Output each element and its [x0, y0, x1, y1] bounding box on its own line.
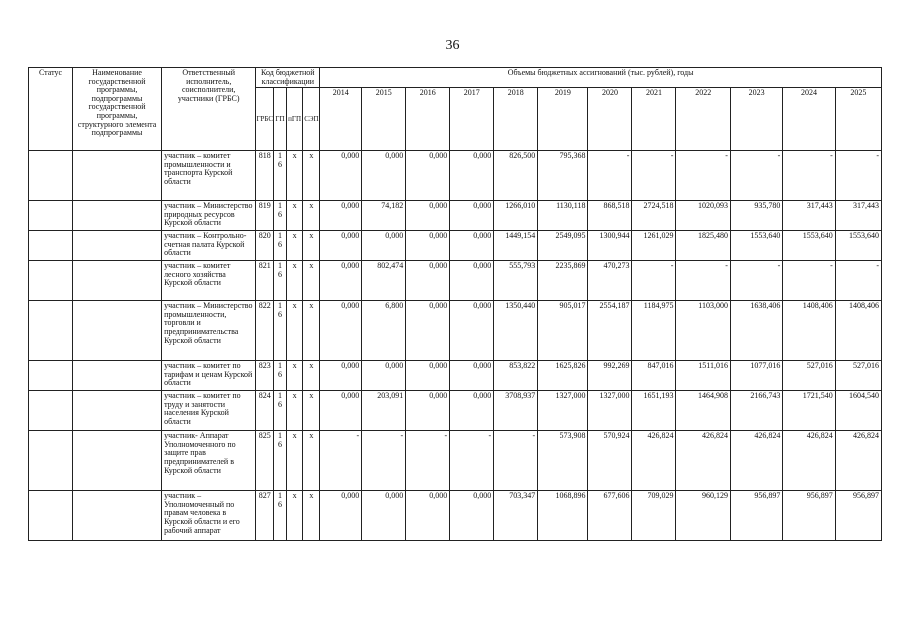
table-row [29, 431, 882, 491]
value-cell: 1625,826 [538, 361, 588, 391]
sep-cell: х [303, 491, 320, 541]
name-cell [73, 391, 162, 431]
pgp-cell: х [286, 431, 303, 491]
value-cell: 0,000 [320, 201, 362, 231]
value-cell: 3708,937 [494, 391, 538, 431]
sep-cell: х [303, 231, 320, 261]
value-cell: 0,000 [320, 231, 362, 261]
value-cell: 1184,975 [632, 301, 676, 361]
name-cell [73, 201, 162, 231]
participant-cell: участник – Уполномоченный по правам человека в Курской области и его рабочий аппарат [162, 491, 256, 541]
value-cell: 0,000 [406, 361, 450, 391]
header-code-gp: ГП [274, 88, 287, 151]
value-cell: 2166,743 [730, 391, 782, 431]
table-body [29, 151, 882, 541]
header-responsible: Ответственный исполнитель, соисполнители, участники (ГРБС) [162, 68, 256, 151]
value-cell: 0,000 [406, 151, 450, 201]
sep-cell: х [303, 431, 320, 491]
value-cell: 6,800 [362, 301, 406, 361]
value-cell: 847,016 [632, 361, 676, 391]
gp-cell: 16 [274, 391, 287, 431]
status-cell [29, 231, 73, 261]
pgp-cell: х [286, 201, 303, 231]
header-budget-code: Код бюджетной классификации [256, 68, 320, 88]
value-cell: - [632, 151, 676, 201]
header-year: 2021 [632, 88, 676, 151]
value-cell: 0,000 [406, 231, 450, 261]
table-row [29, 201, 882, 231]
header-year: 2020 [588, 88, 632, 151]
status-cell [29, 301, 73, 361]
table-row [29, 231, 882, 261]
header-status: Статус [29, 68, 73, 151]
participant-cell: участник – Министерство промышленности, торговли и предпринимательства Курской области [162, 301, 256, 361]
value-cell: - [730, 261, 782, 301]
value-cell: 853,822 [494, 361, 538, 391]
grbs-cell: 823 [256, 361, 274, 391]
value-cell: 1604,540 [835, 391, 881, 431]
grbs-cell: 824 [256, 391, 274, 431]
header-volumes: Объемы бюджетных ассигнований (тыс. рублей), годы [320, 68, 882, 88]
value-cell: 1825,480 [676, 231, 730, 261]
value-cell: 1721,540 [783, 391, 835, 431]
value-cell: 1130,118 [538, 201, 588, 231]
table-row [29, 491, 882, 541]
value-cell: 0,000 [320, 151, 362, 201]
value-cell: - [835, 151, 881, 201]
name-cell [73, 261, 162, 301]
value-cell: 1638,406 [730, 301, 782, 361]
value-cell: 0,000 [362, 491, 406, 541]
value-cell: 1327,000 [588, 391, 632, 431]
value-cell: 0,000 [450, 201, 494, 231]
value-cell: 527,016 [783, 361, 835, 391]
value-cell: 1464,908 [676, 391, 730, 431]
value-cell: - [783, 151, 835, 201]
value-cell: 1449,154 [494, 231, 538, 261]
value-cell: 905,017 [538, 301, 588, 361]
value-cell: - [320, 431, 362, 491]
gp-cell: 16 [274, 361, 287, 391]
sep-cell: х [303, 201, 320, 231]
header-year: 2017 [450, 88, 494, 151]
value-cell: - [588, 151, 632, 201]
grbs-cell: 827 [256, 491, 274, 541]
name-cell [73, 361, 162, 391]
value-cell: 0,000 [320, 391, 362, 431]
value-cell: 470,273 [588, 261, 632, 301]
grbs-cell: 819 [256, 201, 274, 231]
header-year: 2019 [538, 88, 588, 151]
value-cell: 1511,016 [676, 361, 730, 391]
value-cell: 1408,406 [783, 301, 835, 361]
sep-cell: х [303, 151, 320, 201]
status-cell [29, 261, 73, 301]
value-cell: 1553,640 [835, 231, 881, 261]
value-cell: 0,000 [450, 151, 494, 201]
value-cell: 0,000 [450, 231, 494, 261]
value-cell: 74,182 [362, 201, 406, 231]
pgp-cell: х [286, 261, 303, 301]
value-cell: 956,897 [730, 491, 782, 541]
value-cell: 1651,193 [632, 391, 676, 431]
value-cell: 573,908 [538, 431, 588, 491]
table-row [29, 301, 882, 361]
value-cell: 0,000 [450, 361, 494, 391]
value-cell: 570,924 [588, 431, 632, 491]
value-cell: 0,000 [320, 361, 362, 391]
value-cell: 527,016 [835, 361, 881, 391]
status-cell [29, 431, 73, 491]
grbs-cell: 825 [256, 431, 274, 491]
value-cell: 677,606 [588, 491, 632, 541]
name-cell [73, 431, 162, 491]
sep-cell: х [303, 391, 320, 431]
value-cell: 1077,016 [730, 361, 782, 391]
value-cell: 426,824 [730, 431, 782, 491]
value-cell: 0,000 [450, 301, 494, 361]
header-code-pgp: пГП [286, 88, 303, 151]
value-cell: 317,443 [835, 201, 881, 231]
value-cell: 826,500 [494, 151, 538, 201]
value-cell: 935,780 [730, 201, 782, 231]
grbs-cell: 822 [256, 301, 274, 361]
status-cell [29, 391, 73, 431]
pgp-cell: х [286, 301, 303, 361]
value-cell: 956,897 [835, 491, 881, 541]
status-cell [29, 151, 73, 201]
participant-cell: участник – комитет по тарифам и ценам Курской области [162, 361, 256, 391]
value-cell: 956,897 [783, 491, 835, 541]
pgp-cell: х [286, 361, 303, 391]
value-cell: 0,000 [320, 301, 362, 361]
value-cell: 1350,440 [494, 301, 538, 361]
value-cell: 1266,010 [494, 201, 538, 231]
value-cell: - [676, 151, 730, 201]
value-cell: 1553,640 [730, 231, 782, 261]
value-cell: 203,091 [362, 391, 406, 431]
value-cell: - [632, 261, 676, 301]
sep-cell: х [303, 261, 320, 301]
value-cell: 1553,640 [783, 231, 835, 261]
value-cell: - [450, 431, 494, 491]
value-cell: - [676, 261, 730, 301]
pgp-cell: х [286, 231, 303, 261]
status-cell [29, 361, 73, 391]
value-cell: - [406, 431, 450, 491]
value-cell: 1068,896 [538, 491, 588, 541]
value-cell: 2549,095 [538, 231, 588, 261]
header-code-sep: СЭП [303, 88, 320, 151]
header-year: 2025 [835, 88, 881, 151]
value-cell: 0,000 [320, 491, 362, 541]
value-cell: 0,000 [362, 231, 406, 261]
table-row [29, 391, 882, 431]
value-cell: 426,824 [835, 431, 881, 491]
value-cell: 317,443 [783, 201, 835, 231]
value-cell: 2724,518 [632, 201, 676, 231]
value-cell: 426,824 [783, 431, 835, 491]
value-cell: 555,793 [494, 261, 538, 301]
value-cell: 1261,029 [632, 231, 676, 261]
value-cell: 802,474 [362, 261, 406, 301]
value-cell: 1103,000 [676, 301, 730, 361]
value-cell: - [730, 151, 782, 201]
value-cell: 2235,869 [538, 261, 588, 301]
value-cell: 795,368 [538, 151, 588, 201]
value-cell: 1020,093 [676, 201, 730, 231]
name-cell [73, 231, 162, 261]
status-cell [29, 201, 73, 231]
value-cell: 0,000 [406, 261, 450, 301]
header-year: 2016 [406, 88, 450, 151]
gp-cell: 16 [274, 261, 287, 301]
gp-cell: 16 [274, 151, 287, 201]
value-cell: 426,824 [632, 431, 676, 491]
grbs-cell: 820 [256, 231, 274, 261]
sep-cell: х [303, 301, 320, 361]
value-cell: 1408,406 [835, 301, 881, 361]
participant-cell: участник – Министерство природных ресурсов Курской области [162, 201, 256, 231]
name-cell [73, 491, 162, 541]
header-year: 2022 [676, 88, 730, 151]
value-cell: - [494, 431, 538, 491]
value-cell: 0,000 [406, 491, 450, 541]
participant-cell: участник – комитет по труду и занятости населения Курской области [162, 391, 256, 431]
name-cell [73, 151, 162, 201]
header-code-grbs: ГРБС [256, 88, 274, 151]
page-number: 36 [445, 38, 460, 53]
table-row [29, 151, 882, 201]
participant-cell: участник – комитет лесного хозяйства Курской области [162, 261, 256, 301]
budget-table [28, 67, 882, 541]
value-cell: 0,000 [450, 491, 494, 541]
table-row [29, 361, 882, 391]
value-cell: - [835, 261, 881, 301]
value-cell: 703,347 [494, 491, 538, 541]
gp-cell: 16 [274, 431, 287, 491]
value-cell: 0,000 [362, 151, 406, 201]
value-cell: 426,824 [676, 431, 730, 491]
value-cell: 1300,944 [588, 231, 632, 261]
grbs-cell: 818 [256, 151, 274, 201]
value-cell: 0,000 [406, 301, 450, 361]
value-cell: 0,000 [406, 201, 450, 231]
header-year: 2014 [320, 88, 362, 151]
header-year: 2023 [730, 88, 782, 151]
value-cell: - [362, 431, 406, 491]
name-cell [73, 301, 162, 361]
value-cell: 868,518 [588, 201, 632, 231]
value-cell: 0,000 [406, 391, 450, 431]
value-cell: 0,000 [450, 391, 494, 431]
value-cell: 709,029 [632, 491, 676, 541]
value-cell: 1327,000 [538, 391, 588, 431]
value-cell: 960,129 [676, 491, 730, 541]
pgp-cell: х [286, 491, 303, 541]
value-cell: 992,269 [588, 361, 632, 391]
pgp-cell: х [286, 151, 303, 201]
header-name: Наименование государственной программы, подпрограммы государственной программы, структурного элемента подпрограммы [73, 68, 162, 151]
value-cell: - [783, 261, 835, 301]
value-cell: 0,000 [450, 261, 494, 301]
header-year: 2024 [783, 88, 835, 151]
sep-cell: х [303, 361, 320, 391]
grbs-cell: 821 [256, 261, 274, 301]
header-year: 2015 [362, 88, 406, 151]
participant-cell: участник – комитет промышленности и транспорта Курской области [162, 151, 256, 201]
participant-cell: участник- Аппарат Уполномоченного по защите прав предпринимателей в Курской области [162, 431, 256, 491]
table-row [29, 261, 882, 301]
gp-cell: 16 [274, 231, 287, 261]
value-cell: 0,000 [362, 361, 406, 391]
value-cell: 2554,187 [588, 301, 632, 361]
pgp-cell: х [286, 391, 303, 431]
header-year: 2018 [494, 88, 538, 151]
gp-cell: 16 [274, 301, 287, 361]
participant-cell: участник – Контрольно-счетная палата Курской области [162, 231, 256, 261]
gp-cell: 16 [274, 201, 287, 231]
status-cell [29, 491, 73, 541]
value-cell: 0,000 [320, 261, 362, 301]
gp-cell: 16 [274, 491, 287, 541]
